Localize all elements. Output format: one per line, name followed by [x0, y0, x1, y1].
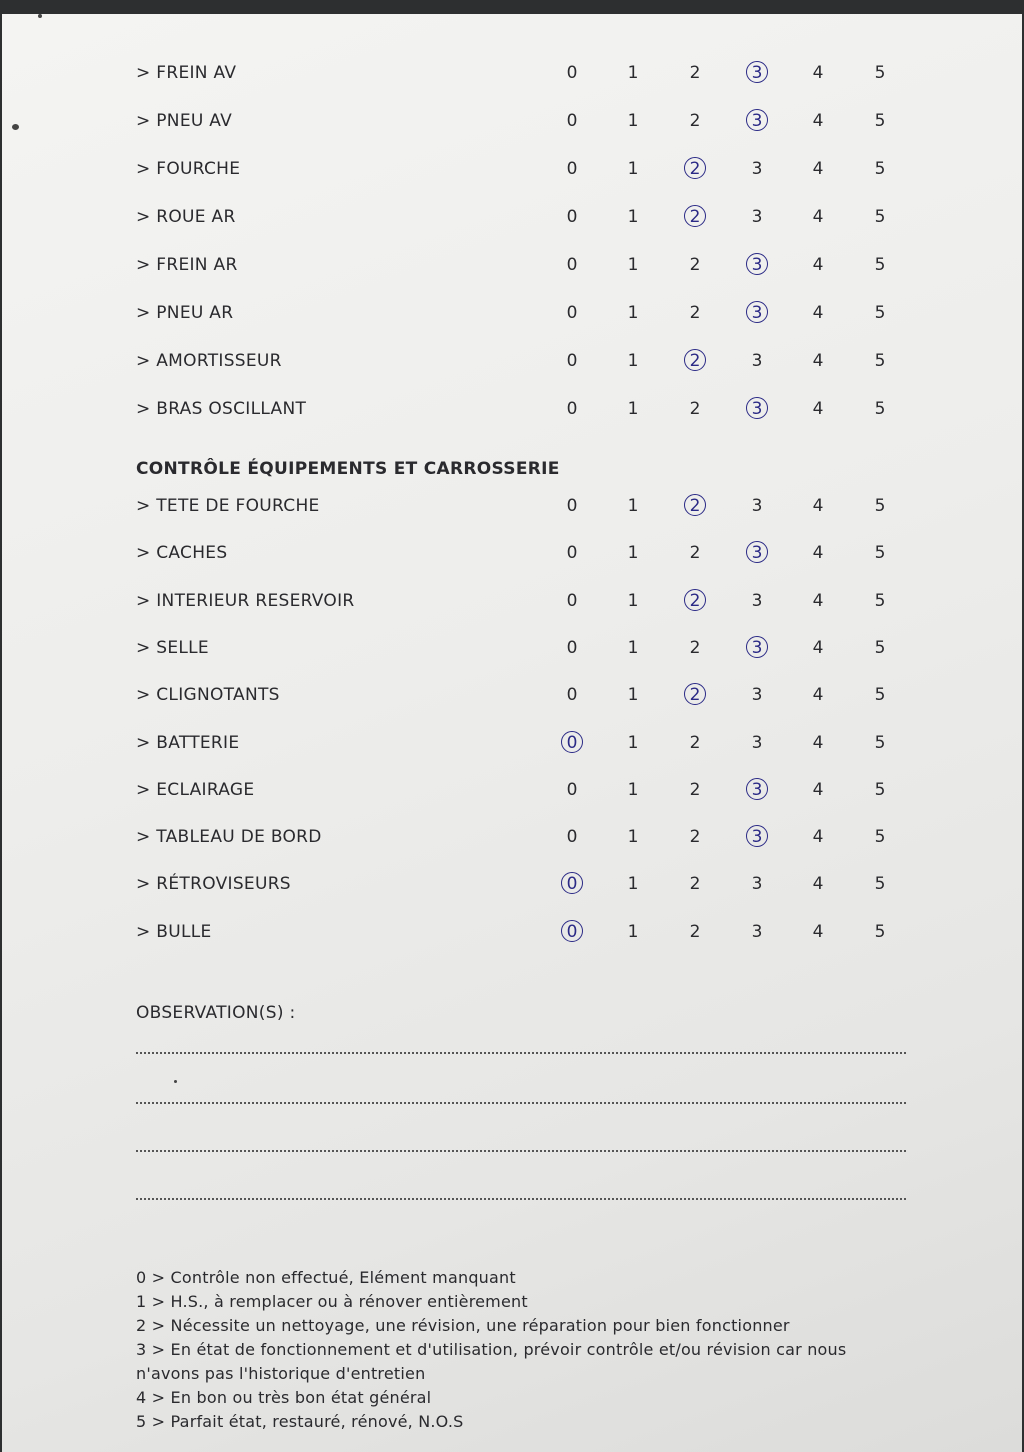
- score-option[interactable]: 0: [566, 159, 578, 179]
- score-option[interactable]: 5: [874, 685, 886, 705]
- score-option-selected[interactable]: 3: [742, 298, 772, 328]
- score-option[interactable]: 0: [566, 303, 578, 323]
- inspection-row: [2, 298, 1022, 328]
- score-option[interactable]: 4: [812, 496, 824, 516]
- score-option[interactable]: 4: [812, 351, 824, 371]
- score-option[interactable]: 5: [874, 63, 886, 83]
- score-option-selected[interactable]: 2: [680, 586, 710, 616]
- score-option[interactable]: 0: [566, 207, 578, 227]
- score-option[interactable]: 3: [751, 591, 763, 611]
- inspection-row: [2, 680, 1022, 710]
- score-option[interactable]: 1: [627, 874, 639, 894]
- score-option[interactable]: 0: [566, 255, 578, 275]
- score-option[interactable]: 3: [751, 159, 763, 179]
- inspection-item-label: > ROUE AR: [136, 207, 236, 227]
- inspection-item-label: > FOURCHE: [136, 159, 241, 179]
- inspection-item-label: > BATTERIE: [136, 733, 240, 753]
- score-option[interactable]: 5: [874, 351, 886, 371]
- inspection-item-label: > FREIN AV: [136, 63, 237, 83]
- score-option-selected[interactable]: 2: [680, 491, 710, 521]
- inspection-item-label: > PNEU AV: [136, 111, 233, 131]
- score-option-selected[interactable]: 2: [680, 154, 710, 184]
- score-option-selected[interactable]: 0: [557, 728, 587, 758]
- score-option[interactable]: 5: [874, 496, 886, 516]
- score-option[interactable]: 4: [812, 111, 824, 131]
- inspection-item-label: > ECLAIRAGE: [136, 780, 255, 800]
- score-option[interactable]: 2: [689, 827, 701, 847]
- rating-legend: [136, 1266, 896, 1434]
- inspection-item-label: > TABLEAU DE BORD: [136, 827, 322, 847]
- score-option[interactable]: 0: [566, 63, 578, 83]
- score-option[interactable]: 1: [627, 496, 639, 516]
- score-option[interactable]: 4: [812, 733, 824, 753]
- score-option[interactable]: 1: [627, 591, 639, 611]
- score-option[interactable]: 4: [812, 303, 824, 323]
- score-option-selected[interactable]: 3: [742, 394, 772, 424]
- score-option[interactable]: 5: [874, 591, 886, 611]
- score-option[interactable]: 0: [566, 496, 578, 516]
- legend-item: 1 > H.S., à remplacer ou à rénover entièrement: [136, 1292, 528, 1311]
- score-option-selected[interactable]: 3: [742, 58, 772, 88]
- inspection-row: [2, 728, 1022, 758]
- inspection-row: [2, 538, 1022, 568]
- score-option-selected[interactable]: 3: [742, 633, 772, 663]
- score-option[interactable]: 1: [627, 638, 639, 658]
- score-option-selected[interactable]: 2: [680, 202, 710, 232]
- inspection-row: [2, 202, 1022, 232]
- score-option-selected[interactable]: 0: [557, 869, 587, 899]
- score-option[interactable]: 2: [689, 255, 701, 275]
- observation-line[interactable]: [136, 1052, 906, 1054]
- observations-label: OBSERVATION(S) :: [136, 1003, 296, 1023]
- score-option-selected[interactable]: 3: [742, 106, 772, 136]
- score-option[interactable]: 1: [627, 255, 639, 275]
- inspection-row: [2, 491, 1022, 521]
- observation-line[interactable]: [136, 1102, 906, 1104]
- score-option[interactable]: 2: [689, 638, 701, 658]
- inspection-item-label: > SELLE: [136, 638, 209, 658]
- score-option[interactable]: 1: [627, 685, 639, 705]
- legend-item: 4 > En bon ou très bon état général: [136, 1388, 432, 1407]
- score-option[interactable]: 5: [874, 399, 886, 419]
- score-option[interactable]: 5: [874, 733, 886, 753]
- score-option[interactable]: 2: [689, 922, 701, 942]
- score-option[interactable]: 1: [627, 159, 639, 179]
- score-option-selected[interactable]: 3: [742, 775, 772, 805]
- score-option[interactable]: 4: [812, 685, 824, 705]
- inspection-row: [2, 346, 1022, 376]
- score-option[interactable]: 4: [812, 874, 824, 894]
- score-option[interactable]: 4: [812, 638, 824, 658]
- score-option[interactable]: 3: [751, 207, 763, 227]
- inspection-item-label: > BULLE: [136, 922, 212, 942]
- score-option[interactable]: 3: [751, 922, 763, 942]
- score-option[interactable]: 1: [627, 399, 639, 419]
- score-option[interactable]: 2: [689, 780, 701, 800]
- inspection-row: [2, 106, 1022, 136]
- score-option[interactable]: 3: [751, 874, 763, 894]
- score-option[interactable]: 0: [566, 827, 578, 847]
- inspection-item-label: > RÉTROVISEURS: [136, 874, 291, 894]
- inspection-item-label: > CACHES: [136, 543, 228, 563]
- score-option[interactable]: 4: [812, 543, 824, 563]
- score-option[interactable]: 2: [689, 543, 701, 563]
- score-option[interactable]: 4: [812, 922, 824, 942]
- score-option[interactable]: 5: [874, 255, 886, 275]
- section-heading: CONTRÔLE ÉQUIPEMENTS ET CARROSSERIE: [136, 459, 560, 479]
- observation-line[interactable]: [136, 1150, 906, 1152]
- inspection-row: [2, 917, 1022, 947]
- score-option[interactable]: 5: [874, 874, 886, 894]
- score-option-selected[interactable]: 3: [742, 822, 772, 852]
- paper-speck: [38, 14, 42, 18]
- inspection-row: [2, 250, 1022, 280]
- inspection-row: [2, 822, 1022, 852]
- inspection-item-label: > BRAS OSCILLANT: [136, 399, 307, 419]
- score-option[interactable]: 5: [874, 827, 886, 847]
- score-option[interactable]: 5: [874, 303, 886, 323]
- score-option-selected[interactable]: 0: [557, 917, 587, 947]
- score-option[interactable]: 0: [566, 543, 578, 563]
- score-option[interactable]: 4: [812, 399, 824, 419]
- score-option[interactable]: 0: [566, 111, 578, 131]
- score-option[interactable]: 5: [874, 638, 886, 658]
- paper-speck: [174, 1080, 177, 1083]
- inspection-row: [2, 58, 1022, 88]
- score-option[interactable]: 3: [751, 685, 763, 705]
- score-option[interactable]: 1: [627, 303, 639, 323]
- score-option[interactable]: 1: [627, 827, 639, 847]
- score-option[interactable]: 5: [874, 207, 886, 227]
- paper-speck: [12, 124, 19, 130]
- score-option[interactable]: 5: [874, 780, 886, 800]
- score-option-selected[interactable]: 2: [680, 680, 710, 710]
- score-option-selected[interactable]: 3: [742, 538, 772, 568]
- score-option[interactable]: 1: [627, 922, 639, 942]
- score-option[interactable]: 4: [812, 63, 824, 83]
- score-option[interactable]: 5: [874, 159, 886, 179]
- score-option[interactable]: 1: [627, 63, 639, 83]
- score-option[interactable]: 3: [751, 351, 763, 371]
- score-option[interactable]: 1: [627, 111, 639, 131]
- score-option[interactable]: 4: [812, 780, 824, 800]
- score-option[interactable]: 1: [627, 351, 639, 371]
- score-option[interactable]: 2: [689, 874, 701, 894]
- legend-item: 2 > Nécessite un nettoyage, une révision, une réparation pour bien fonctionner: [136, 1316, 790, 1335]
- inspection-row: [2, 586, 1022, 616]
- score-option[interactable]: 5: [874, 922, 886, 942]
- score-option[interactable]: 4: [812, 255, 824, 275]
- score-option[interactable]: 1: [627, 207, 639, 227]
- inspection-item-label: > AMORTISSEUR: [136, 351, 282, 371]
- score-option[interactable]: 4: [812, 159, 824, 179]
- score-option[interactable]: 2: [689, 303, 701, 323]
- score-option[interactable]: 5: [874, 111, 886, 131]
- score-option[interactable]: 0: [566, 351, 578, 371]
- score-option[interactable]: 3: [751, 733, 763, 753]
- legend-item: 3 > En état de fonctionnement et d'utilisation, prévoir contrôle et/ou révision car nous n'avons pas l'historique d'entretien: [136, 1340, 847, 1383]
- score-option[interactable]: 1: [627, 780, 639, 800]
- score-option[interactable]: 0: [566, 399, 578, 419]
- inspection-item-label: > PNEU AR: [136, 303, 234, 323]
- inspection-item-label: > FREIN AR: [136, 255, 238, 275]
- score-option-selected[interactable]: 2: [680, 346, 710, 376]
- score-option[interactable]: 0: [566, 591, 578, 611]
- legend-item: 0 > Contrôle non effectué, Elément manquant: [136, 1268, 516, 1287]
- score-option[interactable]: 2: [689, 63, 701, 83]
- score-option[interactable]: 0: [566, 685, 578, 705]
- score-option[interactable]: 1: [627, 543, 639, 563]
- inspection-row: [2, 775, 1022, 805]
- score-option[interactable]: 2: [689, 111, 701, 131]
- inspection-row: [2, 633, 1022, 663]
- inspection-row: [2, 154, 1022, 184]
- inspection-item-label: > TETE DE FOURCHE: [136, 496, 320, 516]
- inspection-item-label: > INTERIEUR RESERVOIR: [136, 591, 355, 611]
- observation-line[interactable]: [136, 1198, 906, 1200]
- score-option[interactable]: 2: [689, 399, 701, 419]
- inspection-item-label: > CLIGNOTANTS: [136, 685, 280, 705]
- score-option[interactable]: 4: [812, 827, 824, 847]
- score-option[interactable]: 4: [812, 591, 824, 611]
- form-sheet: [2, 14, 1022, 1452]
- score-option-selected[interactable]: 3: [742, 250, 772, 280]
- score-option[interactable]: 0: [566, 638, 578, 658]
- inspection-row: [2, 394, 1022, 424]
- legend-item: 5 > Parfait état, restauré, rénové, N.O.S: [136, 1412, 464, 1431]
- score-option[interactable]: 1: [627, 733, 639, 753]
- score-option[interactable]: 2: [689, 733, 701, 753]
- score-option[interactable]: 4: [812, 207, 824, 227]
- inspection-row: [2, 869, 1022, 899]
- score-option[interactable]: 5: [874, 543, 886, 563]
- score-option[interactable]: 0: [566, 780, 578, 800]
- score-option[interactable]: 3: [751, 496, 763, 516]
